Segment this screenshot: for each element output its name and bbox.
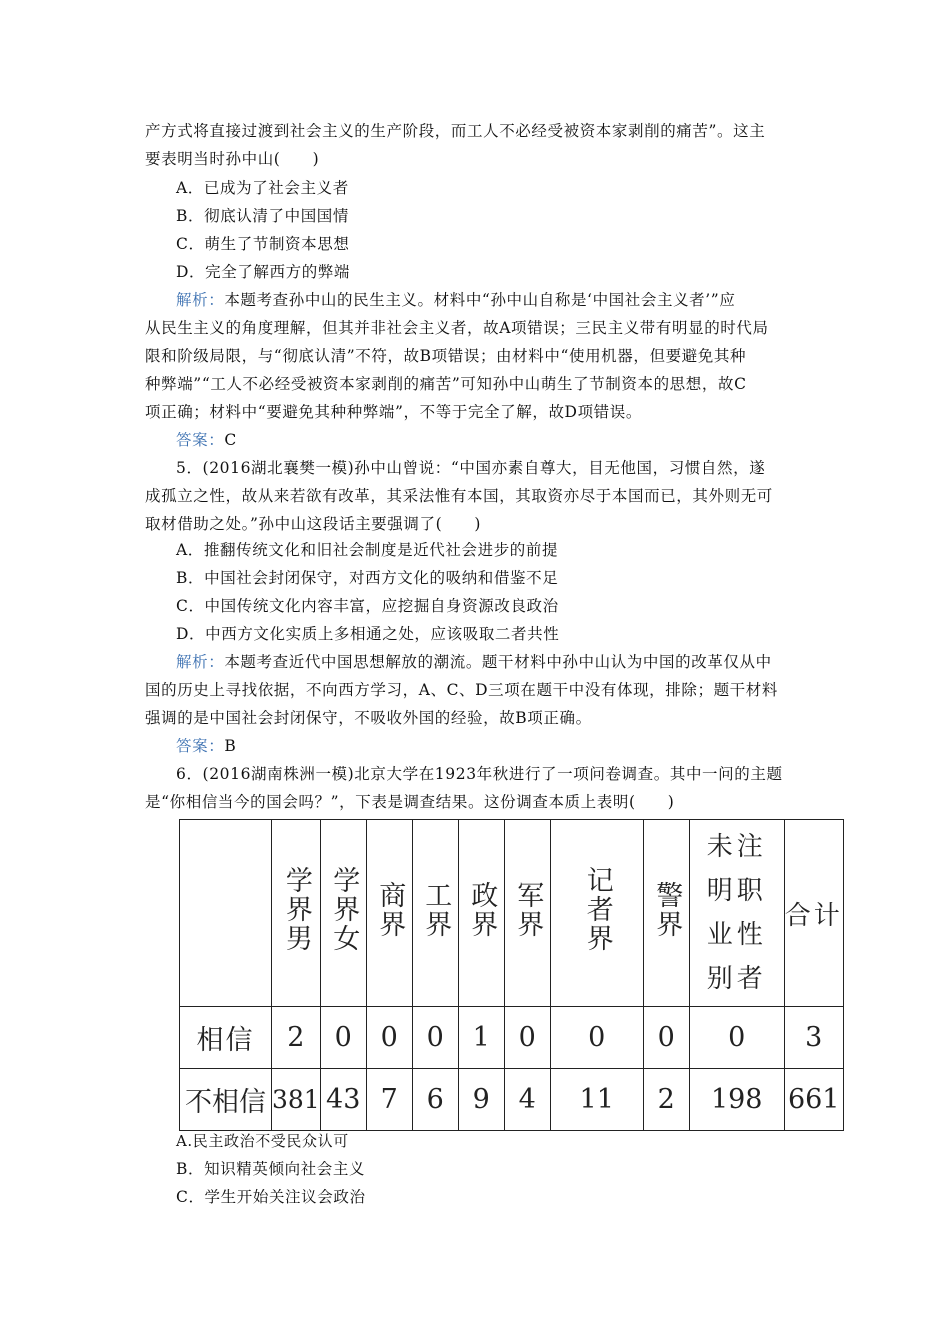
q4-answer bbox=[176, 430, 237, 450]
header-cell bbox=[412, 820, 458, 1007]
header-cell bbox=[272, 820, 321, 1007]
q5-option-d: D．中西方文化实质上多相通之处，应该吸取二者共性 bbox=[176, 625, 560, 643]
answer-label: 答案： bbox=[176, 431, 225, 449]
table-cell: 0 bbox=[643, 1007, 689, 1069]
intro-line-2: 要表明当时孙中山( ) bbox=[145, 150, 320, 168]
table-cell: 661 bbox=[784, 1069, 843, 1131]
header-label: 工界 bbox=[420, 880, 452, 939]
q6-option-a: A.民主政治不受民众认可 bbox=[176, 1132, 349, 1150]
q4-option-b: B．彻底认清了中国国情 bbox=[176, 207, 349, 225]
row-label: 相信 bbox=[180, 1007, 272, 1069]
q4-analysis-line-1 bbox=[176, 290, 735, 310]
table-cell: 1 bbox=[458, 1007, 504, 1069]
table-cell: 11 bbox=[550, 1069, 643, 1131]
table-cell: 0 bbox=[504, 1007, 550, 1069]
q4-analysis-text-1: 本题考查孙中山的民生主义。材料中“孙中山自称是‘中国社会主义者’”应 bbox=[224, 291, 736, 309]
table-cell: 6 bbox=[412, 1069, 458, 1131]
table-cell: 0 bbox=[412, 1007, 458, 1069]
header-label: 未注明职业性别者 bbox=[706, 832, 767, 994]
q5-analysis-line-3: 强调的是中国社会封闭保守，不吸收外国的经验，故B项正确。 bbox=[145, 709, 592, 727]
analysis-label: 解析： bbox=[176, 291, 225, 309]
answer-label: 答案： bbox=[176, 737, 225, 755]
table-row bbox=[180, 1069, 844, 1131]
q6-option-b: B．知识精英倾向社会主义 bbox=[176, 1160, 366, 1178]
header-label: 合计 bbox=[784, 900, 843, 931]
table-cell: 0 bbox=[689, 1007, 784, 1069]
answer-value: C bbox=[224, 431, 237, 449]
header-label: 警界 bbox=[651, 880, 683, 939]
table-cell: 2 bbox=[643, 1069, 689, 1131]
q5-option-c: C．中国传统文化内容丰富，应挖掘自身资源改良政治 bbox=[176, 597, 559, 615]
q4-option-d: D．完全了解西方的弊端 bbox=[176, 263, 351, 281]
q6-option-c: C．学生开始关注议会政治 bbox=[176, 1188, 366, 1206]
q5-option-a: A．推翻传统文化和旧社会制度是近代社会进步的前提 bbox=[176, 541, 559, 559]
table-cell: 381 bbox=[272, 1069, 321, 1131]
table-cell: 4 bbox=[504, 1069, 550, 1131]
header-cell bbox=[458, 820, 504, 1007]
header-cell bbox=[366, 820, 412, 1007]
row-label: 不相信 bbox=[180, 1069, 272, 1131]
table-cell: 3 bbox=[784, 1007, 843, 1069]
header-cell bbox=[550, 820, 643, 1007]
intro-line-1: 产方式将直接过渡到社会主义的生产阶段，而工人不必经受被资本家剥削的痛苦”。这主 bbox=[145, 122, 766, 140]
answer-value: B bbox=[224, 737, 237, 755]
header-cell bbox=[643, 820, 689, 1007]
header-cell bbox=[320, 820, 366, 1007]
q5-analysis-text-1: 本题考查近代中国思想解放的潮流。题干材料中孙中山认为中国的改革仅从中 bbox=[224, 653, 772, 671]
q4-analysis-line-3: 限和阶级局限，与“彻底认清”不符，故B项错误；由材料中“使用机器，但要避免其种 bbox=[145, 347, 747, 365]
header-cell bbox=[784, 820, 843, 1007]
q5-answer bbox=[176, 736, 236, 756]
q5-analysis-line-1 bbox=[176, 652, 772, 672]
q6-line-1: 6．(2016湖南株洲一模)北京大学在1923年秋进行了一项问卷调查。其中一问的主题 bbox=[176, 765, 783, 783]
header-label: 学界男 bbox=[280, 866, 312, 953]
header-cell bbox=[504, 820, 550, 1007]
q5-line-2: 成孤立之性，故从来若欲有改革，其采法惟有本国，其取资亦尽于本国而已，其外则无可 bbox=[145, 487, 773, 505]
survey-table bbox=[179, 819, 844, 1131]
q5-line-3: 取材借助之处。”孙中山这段话主要强调了( ) bbox=[145, 515, 482, 533]
table-cell: 198 bbox=[689, 1069, 784, 1131]
table-cell: 9 bbox=[458, 1069, 504, 1131]
table-header-row bbox=[180, 820, 844, 1007]
header-label: 记者界 bbox=[581, 866, 613, 953]
q4-option-a: A．已成为了社会主义者 bbox=[176, 179, 349, 197]
table-cell: 0 bbox=[320, 1007, 366, 1069]
table-cell: 0 bbox=[550, 1007, 643, 1069]
table-cell: 2 bbox=[272, 1007, 321, 1069]
header-label: 军界 bbox=[512, 880, 544, 939]
table-cell: 0 bbox=[366, 1007, 412, 1069]
q4-analysis-line-2: 从民生主义的角度理解，但其并非社会主义者，故A项错误；三民主义带有明显的时代局 bbox=[145, 319, 769, 337]
q4-analysis-line-4: 种弊端”“工人不必经受被资本家剥削的痛苦”可知孙中山萌生了节制资本的思想，故C bbox=[145, 375, 747, 393]
header-label: 政界 bbox=[466, 880, 498, 939]
analysis-label: 解析： bbox=[176, 653, 225, 671]
table-cell: 7 bbox=[366, 1069, 412, 1131]
table-cell: 43 bbox=[320, 1069, 366, 1131]
header-cell bbox=[689, 820, 784, 1007]
q4-option-c: C．萌生了节制资本思想 bbox=[176, 235, 350, 253]
table-row bbox=[180, 1007, 844, 1069]
header-label: 商界 bbox=[374, 880, 406, 939]
header-label: 学界女 bbox=[328, 866, 360, 953]
q4-analysis-line-5: 项正确；材料中“要避免其种种弊端”，不等于完全了解，故D项错误。 bbox=[145, 403, 642, 421]
q5-option-b: B．中国社会封闭保守，对西方文化的吸纳和借鉴不足 bbox=[176, 569, 559, 587]
q5-analysis-line-2: 国的历史上寻找依据，不向西方学习，A、C、D三项在题干中没有体现，排除；题干材料 bbox=[145, 681, 778, 699]
q5-line-1: 5．(2016湖北襄樊一模)孙中山曾说：“中国亦素自尊大，目无他国，习惯自然，遂 bbox=[176, 459, 766, 477]
table-corner-cell bbox=[180, 820, 272, 1007]
q6-line-2: 是“你相信当今的国会吗？”，下表是调查结果。这份调查本质上表明( ) bbox=[145, 793, 675, 811]
